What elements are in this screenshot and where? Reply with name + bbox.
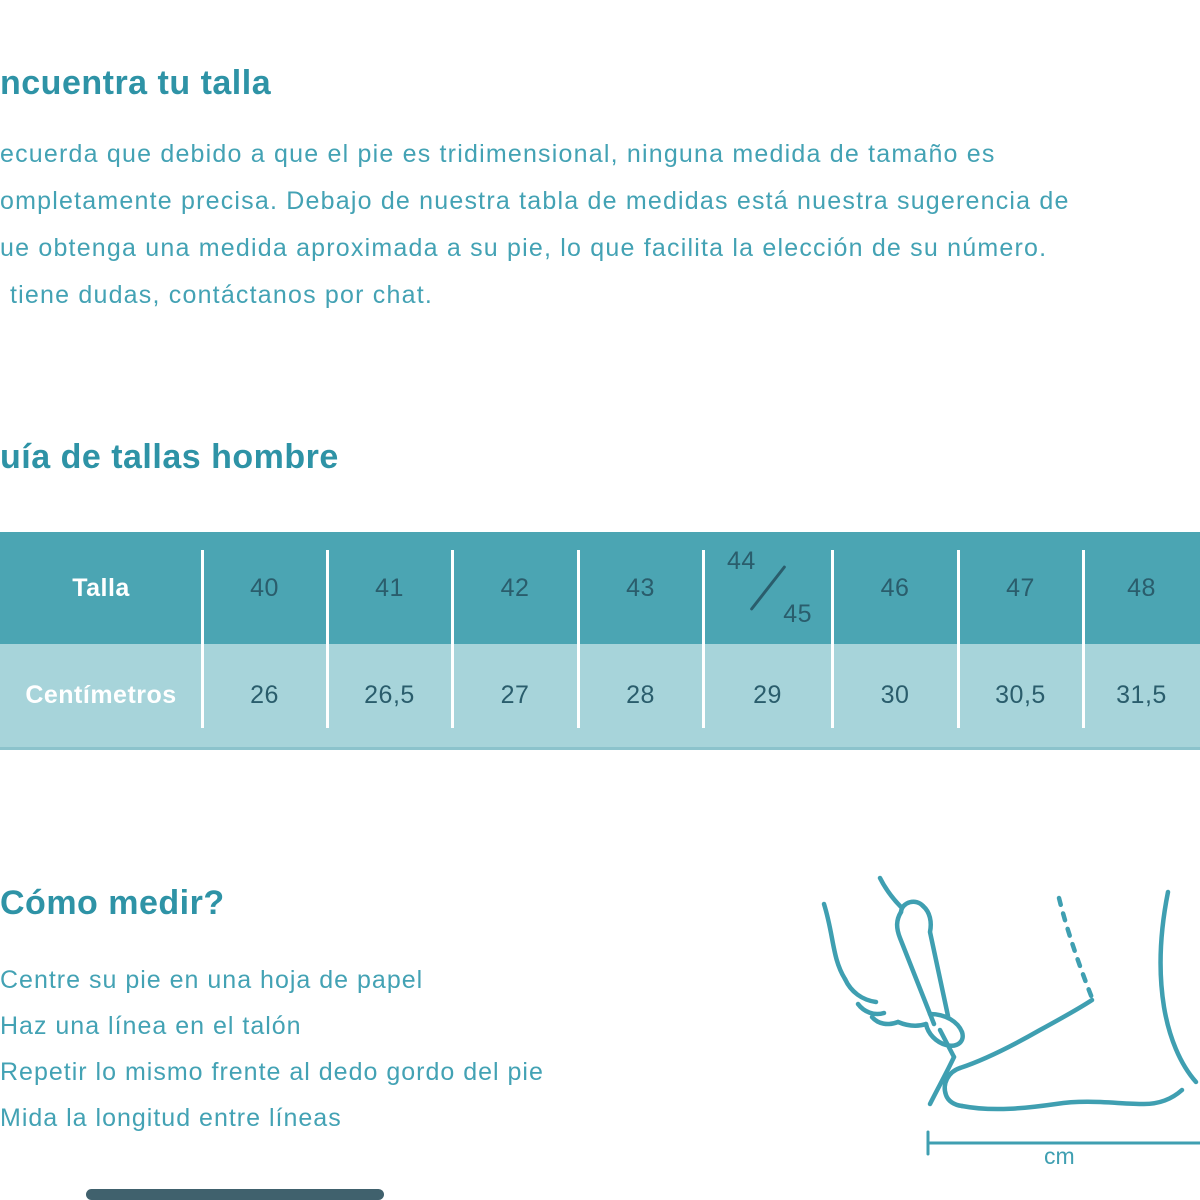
pencil <box>923 906 948 1016</box>
intro-line: ue obtenga una medida aproximada a su pie, lo que facilita la elección de su número. <box>0 234 1048 262</box>
step-item: Centre su pie en una hoja de papel <box>0 966 424 994</box>
size-45: 45 <box>783 600 812 628</box>
table-row-sizes <box>0 532 1200 644</box>
foot-measuring-illustration <box>788 852 1200 1182</box>
size-44: 44 <box>727 547 756 575</box>
horizontal-scrollbar-thumb[interactable] <box>86 1189 384 1200</box>
column-divider <box>451 550 454 728</box>
table-row-centimeters <box>0 644 1200 750</box>
column-divider <box>957 550 960 728</box>
cm-cell: 26 <box>250 681 279 709</box>
size-cell: 46 <box>880 573 910 602</box>
step-item: Mida la longitud entre líneas <box>0 1104 342 1132</box>
intro-line: tiene dudas, contáctanos por chat. <box>10 281 434 309</box>
column-divider <box>702 550 705 728</box>
hand-fingers <box>898 1022 926 1026</box>
arm-outline <box>880 878 902 908</box>
step-item: Repetir lo mismo frente al dedo gordo del pie <box>0 1058 544 1086</box>
size-row-label: Talla <box>72 573 130 602</box>
size-table <box>0 532 1200 750</box>
hand-fingers <box>845 979 876 1002</box>
cm-cell: 27 <box>500 681 530 709</box>
cm-cell: 26,5 <box>364 681 415 709</box>
cm-cell: 28 <box>626 681 655 709</box>
step-item: Haz una línea en el talón <box>0 1012 302 1040</box>
size-cell-44-45 <box>703 532 832 644</box>
cm-cell: 31,5 <box>1116 681 1167 709</box>
measuring-steps-list <box>0 957 544 1141</box>
hand-fingers <box>858 1004 884 1014</box>
intro-line: ompletamente precisa. Debajo de nuestra tabla de medidas está nuestra sugerencia de <box>0 187 1070 215</box>
arm-outline <box>824 904 845 979</box>
cm-cell: 30 <box>880 681 910 709</box>
size-cell: 48 <box>1127 573 1156 602</box>
intro-line: ecuerda que debido a que el pie es tridimensional, ninguna medida de tamaño es <box>0 140 996 168</box>
mens-size-guide-title: uía de tallas hombre <box>0 438 339 476</box>
drawn-line <box>930 1057 954 1104</box>
size-cell: 47 <box>1006 573 1035 602</box>
cm-label: cm <box>1044 1143 1075 1169</box>
heel-back-leg <box>1161 892 1196 1082</box>
cm-cell: 30,5 <box>995 681 1046 709</box>
how-to-measure-title: Cómo medir? <box>0 884 225 922</box>
column-divider <box>326 550 329 728</box>
pencil <box>901 902 923 912</box>
find-your-size-title: ncuentra tu talla <box>0 64 272 102</box>
hand-fingers <box>872 1017 898 1024</box>
size-cell: 40 <box>250 573 279 602</box>
size-cell: 43 <box>626 573 655 602</box>
column-divider <box>577 550 580 728</box>
cm-cell: 29 <box>753 681 782 709</box>
column-divider <box>831 550 834 728</box>
foot-sole <box>962 1090 1182 1109</box>
cm-row-label: Centímetros <box>25 681 177 709</box>
intro-paragraph <box>0 131 1200 319</box>
shin-dashed <box>1059 898 1092 998</box>
size-cell: 41 <box>375 573 404 602</box>
column-divider <box>201 550 204 728</box>
foot-instep <box>960 1000 1092 1068</box>
column-divider <box>1082 550 1085 728</box>
size-cell: 42 <box>500 573 530 602</box>
